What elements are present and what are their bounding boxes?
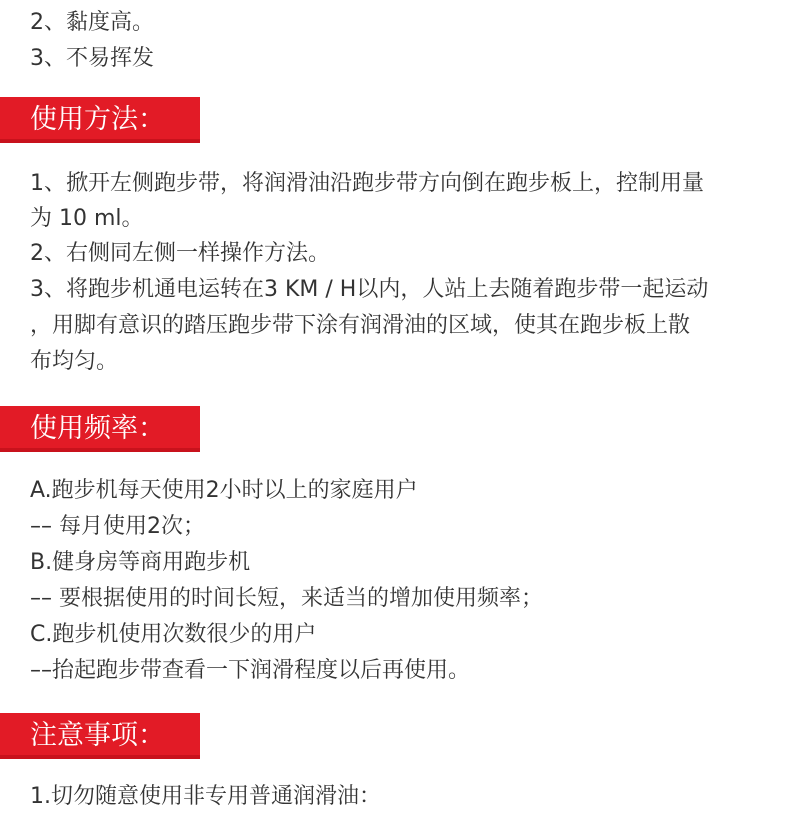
instruction-line: 为 10 ml。 [30,206,144,231]
frequency-line: –– 要根据使用的时间长短，来适当的增加使用频率； [30,586,543,611]
banner-shade [0,139,200,143]
section-banner-usage-frequency [0,406,200,452]
frequency-line: ––抬起跑步带查看一下润滑程度以后再使用。 [30,658,471,683]
banner-shade [0,448,200,452]
section-title: 使用频率： [30,413,165,444]
frequency-line: A.跑步机每天使用2小时以上的家庭用户 [30,478,418,503]
frequency-line: B.健身房等商用跑步机 [30,550,251,575]
banner-shade [0,755,200,759]
section-banner-precautions [0,713,200,759]
instruction-line: 1、掀开左侧跑步带，将润滑油沿跑步带方向倒在跑步板上，控制用量 [30,171,704,196]
feature-line: 2、黏度高。 [30,10,154,35]
section-title: 使用方法： [30,104,165,135]
instruction-line: ，用脚有意识的踏压跑步带下涂有润滑油的区域，使其在跑步板上散 [30,313,691,338]
section-banner-usage-method [0,97,200,143]
frequency-line: C.跑步机使用次数很少的用户 [30,622,317,647]
frequency-line: –– 每月使用2次； [30,514,205,539]
section-title: 注意事项： [30,720,165,751]
instruction-line: 3、将跑步机通电运转在3 KM / H以内，人站上去随着跑步带一起运动 [30,277,709,302]
instruction-line: 布均匀。 [30,349,119,374]
precaution-line: 1.切勿随意使用非专用普通润滑油： [30,784,381,809]
feature-line: 3、不易挥发 [30,46,154,71]
instruction-line: 2、右侧同左侧一样操作方法。 [30,241,330,266]
